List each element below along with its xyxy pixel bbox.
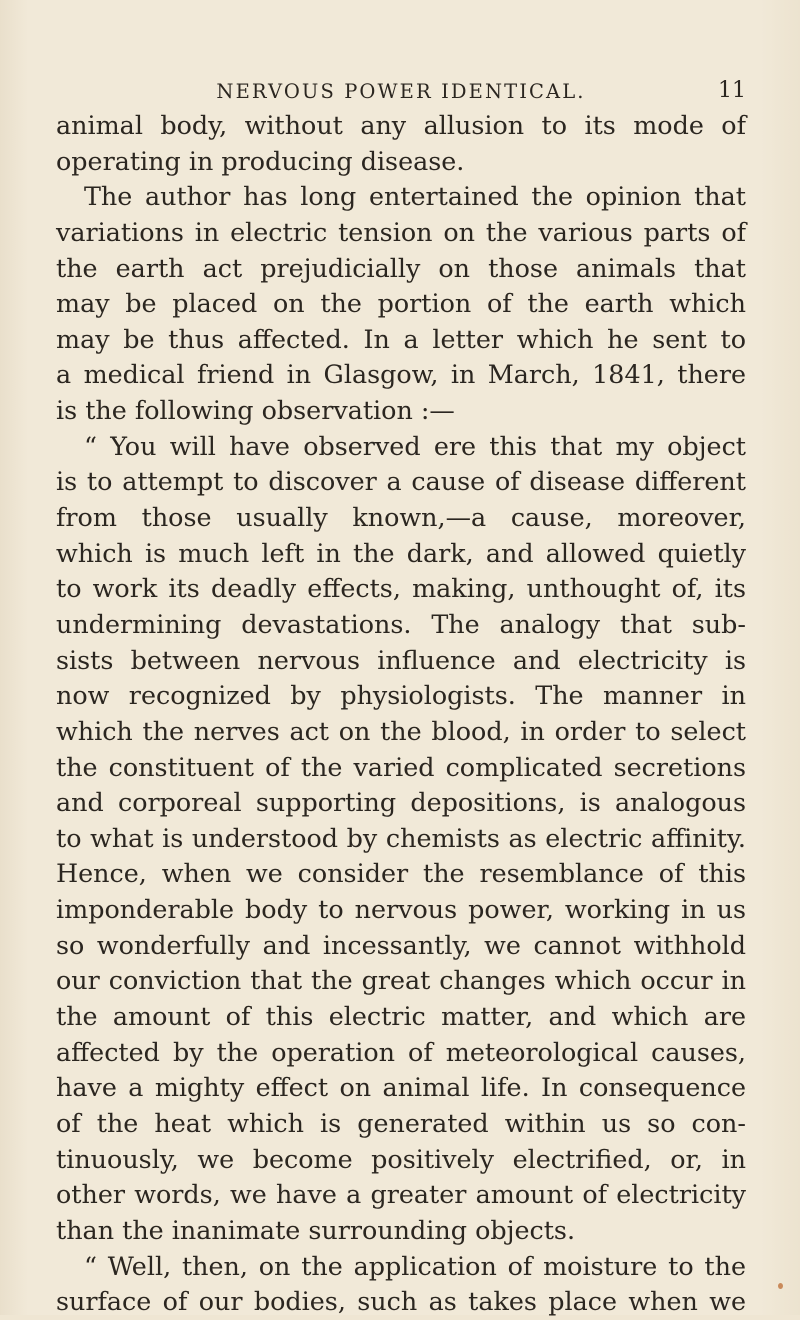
running-title: NERVOUS POWER IDENTICAL.	[216, 80, 586, 103]
text-line: surface of our bodies, such as takes place when we	[56, 1286, 746, 1317]
text-line: Hence, when we consider the resemblance of this	[56, 858, 746, 889]
text-line: which is much left in the dark, and allowed quietly	[56, 537, 746, 568]
text-line: is the following observation :—	[56, 395, 455, 426]
text-line: variations in electric tension on the various parts of	[56, 216, 746, 247]
text-line: animal body, without any allusion to its mode of	[56, 110, 746, 140]
text-line: imponderable body to nervous power, working in us	[56, 894, 746, 925]
text-line: a medical friend in Glasgow, in March, 1841, there	[56, 359, 746, 390]
text-line: which the nerves act on the blood, in order to select	[56, 715, 746, 746]
text-line: have a mighty effect on animal life. In consequence	[56, 1072, 746, 1103]
text-line: to what is understood by chemists as electric affinity.	[56, 822, 746, 853]
text-line: the amount of this electric matter, and which are	[56, 1001, 746, 1032]
text-line: may be thus affected. In a letter which he sent to	[56, 323, 746, 354]
text-line: “ Well, then, on the application of moisture to the	[84, 1250, 746, 1281]
text-line: the constituent of the varied complicated secretions	[56, 751, 746, 782]
text-line: tinuously, we become positively electrified, or, in	[56, 1143, 746, 1174]
page-header	[56, 78, 746, 108]
text-line: so wonderfully and incessantly, we cannot withhold	[56, 929, 746, 960]
text-line: is to attempt to discover a cause of disease different	[56, 466, 746, 497]
text-line: undermining devastations. The analogy that sub-	[56, 608, 746, 639]
body-text	[56, 108, 746, 1320]
text-line: other words, we have a greater amount of electricity	[56, 1179, 746, 1210]
text-line: our conviction that the great changes which occur in	[56, 965, 746, 996]
text-line: may be placed on the portion of the earth which	[56, 288, 746, 319]
text-line: affected by the operation of meteorological causes,	[56, 1036, 746, 1067]
text-line: operating in producing disease.	[56, 145, 465, 176]
text-line: than the inanimate surrounding objects.	[56, 1214, 576, 1245]
text-line: and corporeal supporting depositions, is analogous	[56, 787, 746, 818]
text-line: The author has long entertained the opinion that	[84, 181, 746, 212]
text-line: of the heat which is generated within us so con-	[56, 1107, 746, 1138]
text-line: sists between nervous influence and electricity is	[56, 644, 746, 675]
text-line: “ You will have observed ere this that my object	[84, 430, 746, 461]
text-line: now recognized by physiologists. The manner in	[56, 680, 746, 711]
page-number: 11	[718, 78, 746, 103]
paper-speck	[778, 1283, 783, 1289]
text-line: the earth act prejudicially on those animals that	[56, 252, 746, 283]
text-line: from those usually known,—a cause, moreover,	[56, 502, 746, 533]
text-line: to work its deadly effects, making, unthought of, its	[56, 573, 746, 604]
